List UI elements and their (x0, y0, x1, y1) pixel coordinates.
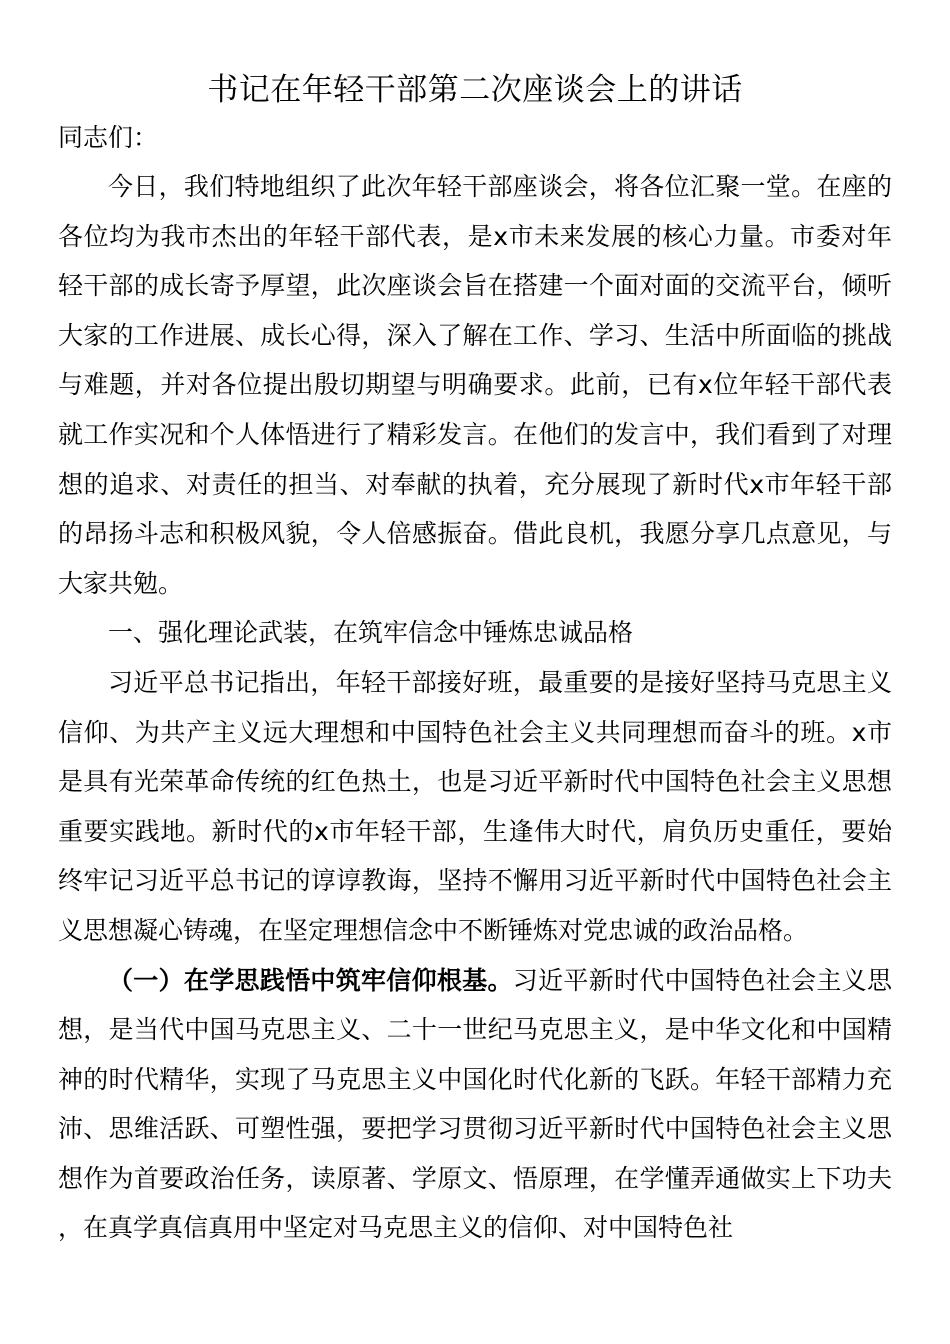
section-1-paragraph: 习近平总书记指出，年轻干部接好班，最重要的是接好坚持马克思主义信仰、为共产主义远大理想和中国特色社会主义共同理想而奋斗的班。x市是具有光荣革命传统的红色热土，也是习近平新时代中国特色社会主义思想重要实践地。新时代的x市年轻干部，生逢伟大时代，肩负历史重任，要始终牢记习近平总书记的谆谆教诲，坚持不懈用习近平新时代中国特色社会主义思想凝心铸魂，在坚定理想信念中不断锤炼对党忠诚的政治品格。 (58, 667, 892, 945)
section-1-heading: 一、强化理论武装，在筑牢信念中锤炼忠诚品格 (108, 618, 634, 648)
subsection-1-body: 习近平新时代中国特色社会主义思想，是当代中国马克思主义、二十一世纪马克思主义，是中华文化和中国精神的时代精华，实现了马克思主义中国化时代化新的飞跃。年轻干部精力充沛、思维活跃、可塑性强，要把学习贯彻习近平新时代中国特色社会主义思想作为首要政治任务，读原著、学原文、悟原理，在学懂弄通做实上下功夫，在真学真信真用中坚定对马克思主义的信仰、对中国特色社 (58, 965, 892, 1243)
subsection-1-paragraph (58, 956, 892, 1254)
subsection-1-lead: （一）在学思践悟中筑牢信仰根基。 (108, 965, 513, 995)
salutation: 同志们： (58, 123, 159, 152)
document-page (58, 66, 892, 1253)
intro-paragraph: 今日，我们特地组织了此次年轻干部座谈会，将各位汇聚一堂。在座的各位均为我市杰出的年轻干部代表，是x市未来发展的核心力量。市委对年轻干部的成长寄予厚望，此次座谈会旨在搭建一个面对面的交流平台，倾听大家的工作进展、成长心得，深入了解在工作、学习、生活中所面临的挑战与难题，并对各位提出殷切期望与明确要求。此前，已有x位年轻干部代表就工作实况和个人体悟进行了精彩发言。在他们的发言中，我们看到了对理想的追求、对责任的担当、对奉献的执着，充分展现了新时代x市年轻干部的昂扬斗志和积极风貌，令人倍感振奋。借此良机，我愿分享几点意见，与大家共勉。 (58, 172, 892, 598)
document-title: 书记在年轻干部第二次座谈会上的讲话 (207, 72, 743, 108)
